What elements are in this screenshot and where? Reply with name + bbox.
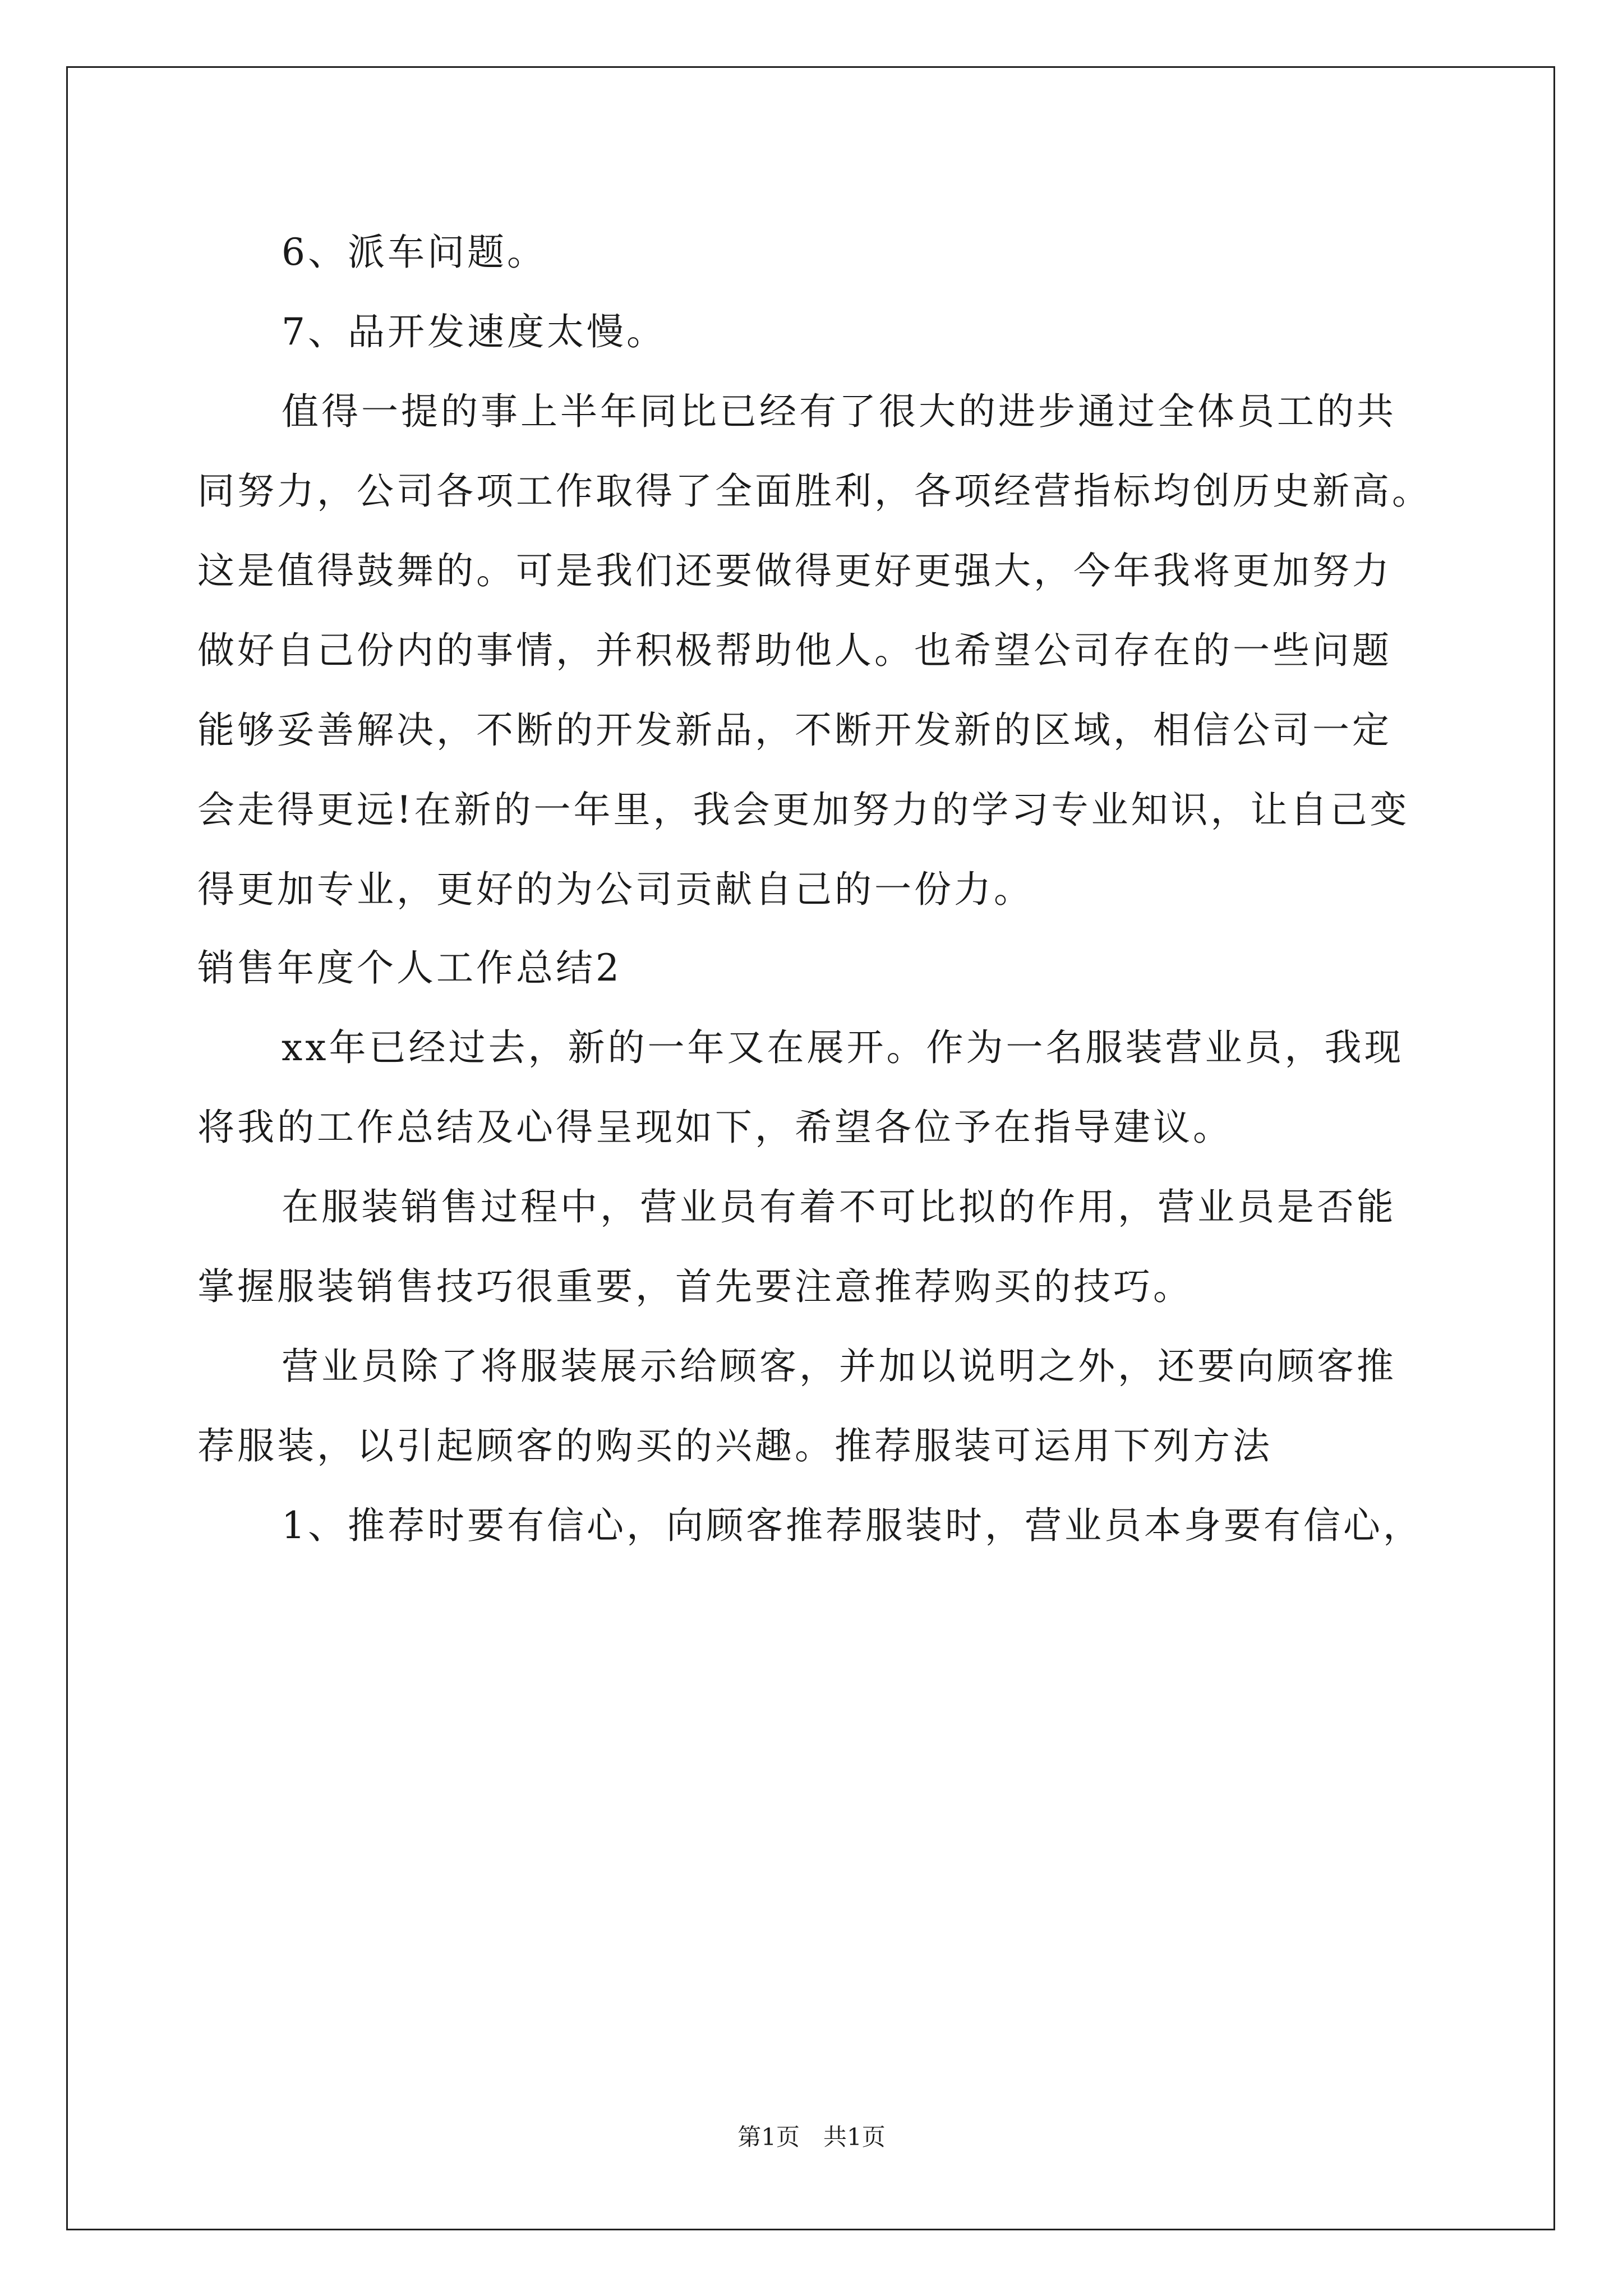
list-item-6: 6、派车问题。 xyxy=(282,231,547,274)
paragraph-line: 这是值得鼓舞的。可是我们还要做得更好更强大，今年我将更加努力 xyxy=(197,549,1392,592)
paragraph-line: 会走得更远!在新的一年里，我会更加努力的学习专业知识，让自己变 xyxy=(197,788,1410,831)
list-item-1: 1、推荐时要有信心，向顾客推荐服装时，营业员本身要有信心， xyxy=(282,1504,1423,1547)
paragraph-line: 在服装销售过程中，营业员有着不可比拟的作用，营业员是否能 xyxy=(282,1185,1396,1228)
paragraph-line: xx年已经过去，新的一年又在展开。作为一名服装营业员，我现 xyxy=(282,1026,1404,1069)
paragraph-line: 将我的工作总结及心得呈现如下，希望各位予在指导建议。 xyxy=(197,1106,1233,1149)
paragraph-line: 营业员除了将服装展示给顾客，并加以说明之外，还要向顾客推 xyxy=(282,1345,1396,1388)
paragraph-line: 能够妥善解决，不断的开发新品，不断开发新的区域，相信公司一定 xyxy=(197,708,1392,752)
paragraph-line: 做好自己份内的事情，并积极帮助他人。也希望公司存在的一些问题 xyxy=(197,629,1392,672)
paragraph-line: 荐服装，以引起顾客的购买的兴趣。推荐服装可运用下列方法 xyxy=(197,1424,1272,1467)
section-heading: 销售年度个人工作总结2 xyxy=(197,946,622,990)
paragraph-line: 同努力，公司各项工作取得了全面胜利，各项经营指标均创历史新高。 xyxy=(197,470,1432,513)
list-item-7: 7、品开发速度太慢。 xyxy=(282,310,666,353)
paragraph-line: 掌握服装销售技巧很重要，首先要注意推荐购买的技巧。 xyxy=(197,1265,1193,1308)
page-number-footer: 第1页 共1页 xyxy=(737,2123,886,2151)
paragraph-line: 值得一提的事上半年同比已经有了很大的进步通过全体员工的共 xyxy=(282,390,1396,433)
paragraph-line: 得更加专业，更好的为公司贡献自己的一份力。 xyxy=(197,868,1034,911)
